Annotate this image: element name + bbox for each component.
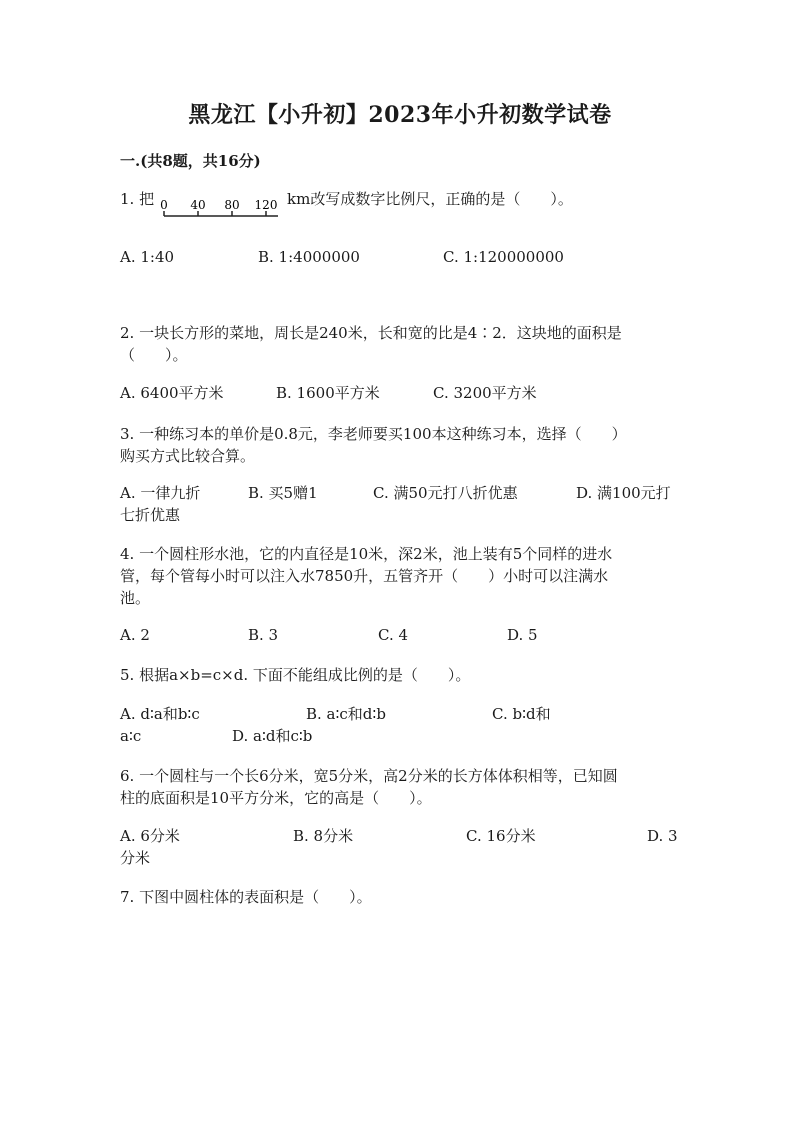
q4-option-a: A. 2 [120, 626, 150, 644]
q3-option-d: D. 满100元打 [576, 484, 671, 502]
q1-option-a: A. 1:40 [120, 248, 175, 266]
question-2-line1: 2. 一块长方形的菜地，周长是240米，长和宽的比是4∶2．这块地的面积是 [120, 324, 622, 342]
scale-tick-label: 80 [224, 198, 240, 212]
q6-option-a: A. 6分米 [120, 827, 180, 845]
question-1-text: km改写成数字比例尺，正确的是（ ）。 [287, 190, 573, 208]
q6-option-d-continued: 分米 [120, 849, 151, 867]
section-heading: 一.(共8题，共16分) [120, 152, 261, 170]
scale-bar-figure [160, 196, 280, 220]
question-4-line2: 管，每个管每小时可以注入水7850升，五管齐开（ ）小时可以注满水 [120, 567, 609, 585]
question-6-line2: 柱的底面积是10平方分米，它的高是（ ）。 [120, 789, 432, 807]
q5-option-d: D. a∶d和c∶b [232, 727, 313, 745]
q5-option-c-continued: a∶c [120, 727, 142, 745]
question-4-line3: 池。 [120, 589, 151, 607]
q2-option-c: C. 3200平方米 [433, 384, 537, 402]
scale-bar-svg [160, 196, 280, 220]
q1-option-c: C. 1:120000000 [443, 248, 564, 266]
question-3-line2: 购买方式比较合算。 [120, 447, 256, 465]
q5-option-c: C. b∶d和 [492, 705, 551, 723]
question-4-line1: 4. 一个圆柱形水池，它的内直径是10米，深2米，池上装有5个同样的进水 [120, 545, 613, 563]
q4-option-b: B. 3 [248, 626, 279, 644]
scale-tick-label: 0 [160, 198, 168, 212]
q6-option-c: C. 16分米 [466, 827, 536, 845]
scale-tick-label: 40 [190, 198, 206, 212]
question-6-line1: 6. 一个圆柱与一个长6分米，宽5分米，高2分米的长方体体积相等，已知圆 [120, 767, 618, 785]
question-2-line2: （ ）。 [120, 346, 188, 364]
q2-option-a: A. 6400平方米 [120, 384, 224, 402]
q3-option-c: C. 满50元打八折优惠 [373, 484, 518, 502]
exam-title: 黑龙江【小升初】2023年小升初数学试卷 [188, 102, 612, 128]
question-3-line1: 3. 一种练习本的单价是0.8元，李老师要买100本这种练习本，选择（ ） [120, 425, 627, 443]
scale-tick-label: 120 [254, 198, 278, 212]
q1-option-b: B. 1:4000000 [258, 248, 360, 266]
q5-option-a: A. d∶a和b∶c [120, 705, 200, 723]
question-5-line1: 5. 根据a×b=c×d. 下面不能组成比例的是（ ）。 [120, 666, 471, 684]
q4-option-d: D. 5 [507, 626, 538, 644]
q4-option-c: C. 4 [378, 626, 409, 644]
q2-option-b: B. 1600平方米 [276, 384, 380, 402]
question-1-prefix: 1. 把 [120, 190, 155, 208]
q3-option-a: A. 一律九折 [120, 484, 201, 502]
question-7-line1: 7. 下图中圆柱体的表面积是（ ）。 [120, 888, 372, 906]
q6-option-b: B. 8分米 [293, 827, 354, 845]
q3-option-b: B. 买5赠1 [248, 484, 318, 502]
q5-option-b: B. a∶c和d∶b [306, 705, 386, 723]
q6-option-d: D. 3 [647, 827, 678, 845]
q3-option-d-continued: 七折优惠 [120, 506, 181, 524]
